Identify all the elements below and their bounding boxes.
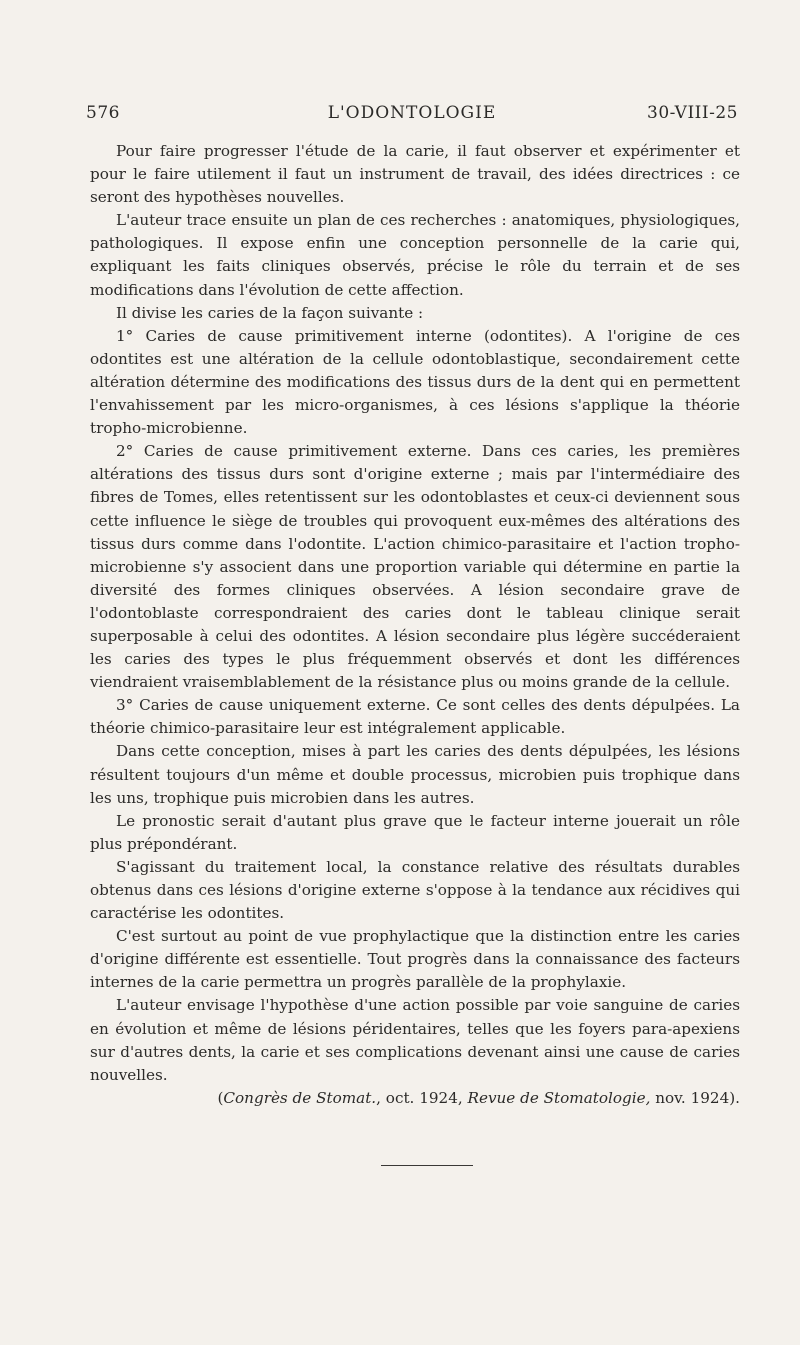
citation-source-congress: Congrès de Stomat. <box>223 1088 377 1107</box>
paragraph: Il divise les caries de la façon suivante : <box>116 303 424 322</box>
paragraph: 1° Caries de cause primitivement interne (odontites). A l'origine de ces odontites est une altération de la cellule odontoblastique, secondairement cette altération détermine des modifications des tissus durs de la dent qui en permettent l'envahissement par les micro-organismes, à ces lésions s'applique la théorie tropho-microbienne. <box>90 326 740 438</box>
issue-date: 30-VIII-25 <box>647 103 738 123</box>
page-number: 576 <box>86 103 120 123</box>
article-body <box>90 140 740 1110</box>
paragraph: 3° Caries de cause uniquement externe. Ce sont celles des dents dépulpées. La théorie chimico-parasitaire leur est intégralement applicable. <box>90 696 740 738</box>
journal-title: L'ODONTOLOGIE <box>327 103 497 123</box>
paragraph: 2° Caries de cause primitivement externe. Dans ces caries, les premières altérations des tissus durs sont d'origine externe ; mais par l'intermédiaire des fibres de Tomes, elles retentissent sur les odontoblastes et ceux-ci deviennent sous cette influence le siège de troubles qui provoquent eux-mêmes des altérations des tissus durs comme dans l'odontite. L'action chimico-parasitaire et l'action tropho-microbienne s'y associent dans une proportion variable qui détermine en partie la diversité des formes cliniques observées. A lésion secondaire grave de l'odontoblaste correspondraient des caries dont le tableau clinique serait superposable à celui des odontites. A lésion secondaire plus légère succéderaient les caries des types le plus fréquemment observés et dont les différences viendraient vraisemblablement de la résistance plus ou moins grande de la cellule. <box>90 442 740 692</box>
citation-open: ( <box>217 1088 224 1107</box>
paragraph: S'agissant du traitement local, la constance relative des résultats durables obtenus dans ces lésions d'origine externe s'oppose à la tendance aux récidives qui caractérise les odontites. <box>90 857 740 923</box>
running-header <box>86 103 738 131</box>
paragraph: Dans cette conception, mises à part les caries des dents dépulpées, les lésions résultent toujours d'un même et double processus, microbien puis trophique dans les uns, trophique puis microbien dans les autres. <box>90 742 740 807</box>
citation-close: nov. 1924). <box>650 1088 740 1107</box>
paragraph: Pour faire progresser l'étude de la carie, il faut observer et expérimenter et pour le faire utilement il faut un instrument de travail, des idées directrices : ce seront des hypothèses nouvelles. <box>90 142 740 207</box>
paragraph: L'auteur envisage l'hypothèse d'une action possible par voie sanguine de caries en évolution et même de lésions péridentaires, telles que les foyers para-apexiens sur d'autres dents, la carie et ses complications devenant ainsi une cause de caries nouvelles. <box>90 996 740 1084</box>
citation-source-revue: Revue de Stomatologie, <box>467 1088 651 1107</box>
paragraph: Le pronostic serait d'autant plus grave que le facteur interne jouerait un rôle plus prépondérant. <box>90 811 740 853</box>
paragraph: C'est surtout au point de vue prophylactique que la distinction entre les caries d'origine différente est essentielle. Tout progrès dans la connaissance des facteurs internes de la carie permettra un progrès parallèle de la prophylaxie. <box>90 927 740 992</box>
citation <box>90 1087 740 1110</box>
section-divider <box>381 1165 473 1166</box>
paragraph: L'auteur trace ensuite un plan de ces recherches : anatomiques, physiologiques, pathologiques. Il expose enfin une conception personnelle de la carie qui, expliquant les faits cliniques observés, précise le rôle du terrain et de ses modifications dans l'évolution de cette affection. <box>90 211 740 299</box>
citation-mid: , oct. 1924, <box>376 1088 468 1107</box>
